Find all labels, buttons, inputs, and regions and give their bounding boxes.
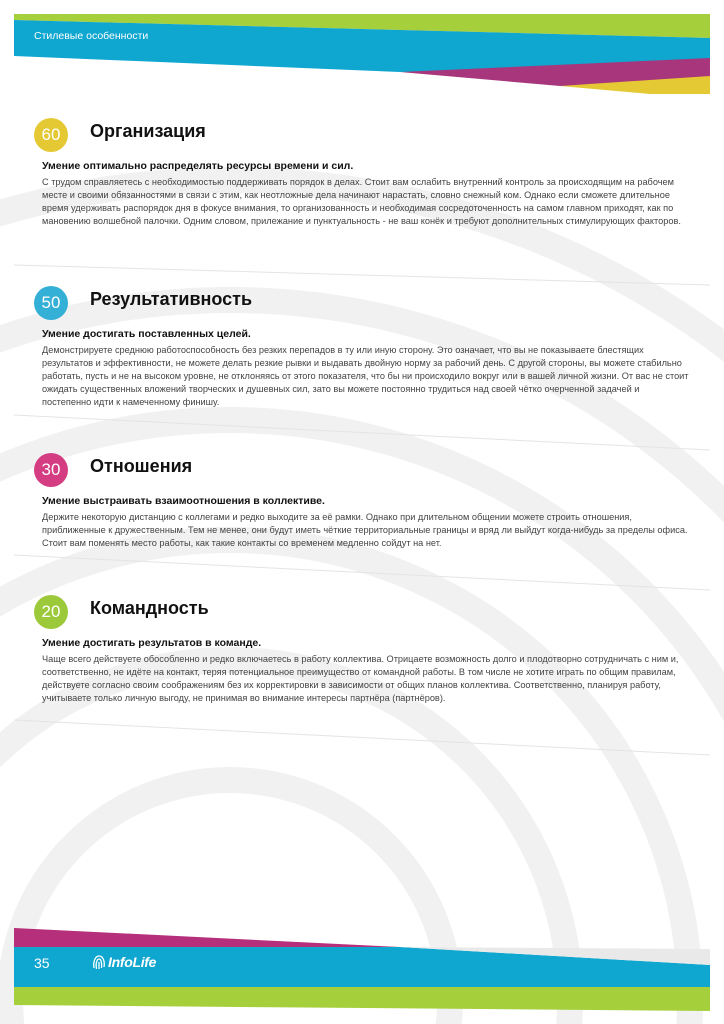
- footer-banner: [0, 925, 724, 1024]
- section-text: Демонстрируете среднюю работоспособность без резких перепадов в ту или иную сторону. Это означает, что вы не показываете блестящих результатов и эффективности, не можете делать резкие рывки и выдавать двойную норму за рабочий день. С другой стороны, вы можете стабильно работать, пусть и не на высоком уровне, не отклоняясь от этого показателя, что бы ни происходило вокруг или в вашей личной жизни. От вас не стоит ожидать существенных вложений творческих и душевных сил, зато вы можете постоянно трудиться над своей чётко очерченной задачей и постепенно идти к намеченному финишу.: [42, 345, 689, 407]
- section-subtitle: Умение достигать поставленных целей.: [42, 328, 251, 340]
- section-text: Чаще всего действуете обособленно и редко включаетесь в работу коллектива. Отрицаете возможность долго и плодотворно сотрудничать с ним и, соответственно, не идёте на контакт, теряя потенциальное преимущество от командной работы. В том числе не хотите играть по общим правилам, действуете согласно своим соображениям без их корректировки в зависимости от общих планов коллектива. Соответственно, планируя работу, учитываете только личную выгоду, не принимая во внимание интересы партнёра (партнёров).: [42, 654, 679, 703]
- section-text: С трудом справляетесь с необходимостью поддерживать порядок в делах. Стоит вам ослабить внутренний контроль за происходящим на рабочем месте и своими обязанностями в связи с этим, как неотложные дела начинают нарастать, словно снежный ком. Однако если сможете длительное время удерживать распорядок дня в фокусе внимания, то организованность и необходимая сосредоточенность на самом главном приходят, как по мановению волшебной палочки. Одним словом, прилежание и пунктуальность - не ваш конёк и требуют дополнительных стимулирующих факторов.: [42, 177, 681, 226]
- header-title: Стилевые особенности: [34, 30, 149, 42]
- header-banner: [0, 0, 724, 110]
- score-badge: 60: [34, 118, 68, 152]
- section-title: Результативность: [90, 289, 253, 309]
- section-subtitle: Умение выстраивать взаимоотношения в коллективе.: [42, 495, 325, 507]
- score-badge: 30: [34, 453, 68, 487]
- score-badge: 20: [34, 595, 68, 629]
- section-title: Организация: [90, 121, 206, 141]
- fingerprint-icon: [92, 953, 106, 971]
- section-text: Держите некоторую дистанцию с коллегами и редко выходите за её рамки. Однако при длительном общении можете строить отношения, приближенные к дружественным. Тем не менее, они будут иметь чёткие территориальные границы и вряд ли выйдут когда-нибудь за пределы офиса. Стоит вам поменять место работы, как такие контакты со временем медленно сойдут на нет.: [42, 512, 688, 548]
- infolife-logo: [92, 953, 156, 971]
- page-number: 35: [34, 955, 50, 971]
- score-badge: 50: [34, 286, 68, 320]
- section-organization: [34, 118, 690, 248]
- logo-text: InfoLife: [108, 954, 157, 970]
- section-teamwork: [34, 595, 690, 725]
- section-effectiveness: [34, 286, 690, 416]
- section-relations: [34, 453, 690, 563]
- section-title: Отношения: [90, 456, 193, 476]
- section-subtitle: Умение достигать результатов в команде.: [42, 637, 262, 649]
- section-subtitle: Умение оптимально распределять ресурсы времени и сил.: [42, 160, 354, 172]
- section-title: Командность: [90, 598, 209, 618]
